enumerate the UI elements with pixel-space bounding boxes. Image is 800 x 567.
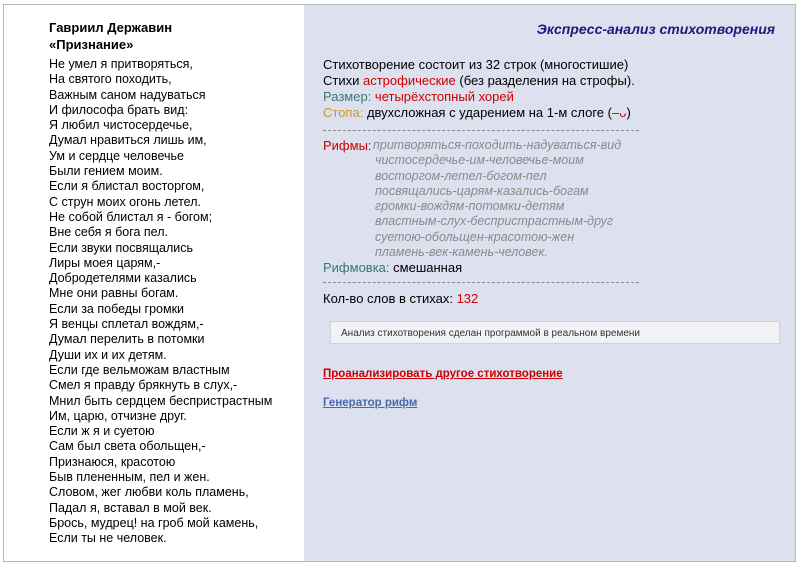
lines-count: Стихотворение состоит из 32 строк (многостишие) bbox=[323, 57, 629, 72]
foot-symbol-unstress: ᴗ bbox=[619, 105, 627, 120]
analysis-stats bbox=[323, 57, 635, 121]
poem-line: Мне они равны богам. bbox=[49, 286, 179, 301]
poem-line: Если ты не человек. bbox=[49, 531, 167, 546]
poem-line: С струн моих огонь летел. bbox=[49, 194, 201, 209]
poem-line: Словом, жег любви коль пламень, bbox=[49, 485, 249, 500]
poem-line: Лиры моея царям,- bbox=[49, 255, 161, 270]
poem-line: Думал нравиться лишь им, bbox=[49, 133, 207, 148]
foot-symbol-stress: – bbox=[612, 105, 620, 120]
verse-type-row bbox=[323, 73, 635, 89]
poem-line: Брось, мудрец! на гроб мой камень, bbox=[49, 515, 259, 530]
rhyme-group: притворяться-походить-надуваться-вид bbox=[373, 138, 622, 152]
rhyme-group: пламень-век-камень-человек. bbox=[375, 245, 548, 260]
poem-line: Если я блистал восторгом, bbox=[49, 179, 205, 194]
poem-panel bbox=[4, 5, 304, 561]
poem-line: Смел я правду брякнуть в слух,- bbox=[49, 378, 238, 393]
word-count-row bbox=[323, 291, 478, 306]
foot-symbol bbox=[608, 105, 631, 120]
poem-line: Были гением моим. bbox=[49, 164, 163, 179]
rhyme-group: властным-слух-беспристрастным-друг bbox=[375, 214, 614, 229]
rhyme-group: посвящались-царям-казались-богам bbox=[375, 183, 589, 198]
poem-line: Важным саном надуваться bbox=[49, 87, 206, 102]
rhyme-group: восторгом-летел-богом-пел bbox=[375, 168, 547, 183]
poem-title: «Признание» bbox=[49, 37, 134, 52]
poem-line: Не умел я притворяться, bbox=[49, 57, 193, 71]
meter-row bbox=[323, 89, 635, 105]
divider-top bbox=[323, 130, 639, 131]
poem-line: Сам был света обольщен,- bbox=[49, 439, 206, 454]
foot-label: Стопа: bbox=[323, 105, 364, 120]
page-frame bbox=[3, 4, 796, 562]
poem-line: Мнил быть сердцем беспристрастным bbox=[49, 393, 273, 408]
rhyme-scheme-label: Рифмовка: bbox=[323, 260, 390, 275]
poem-line: Если ж я и суетою bbox=[49, 424, 155, 439]
poem-line: Если звуки посвящались bbox=[49, 240, 193, 255]
poem-line: Думал перелить в потомки bbox=[49, 332, 205, 347]
word-count-label: Кол-во слов в стихах: bbox=[323, 291, 453, 306]
rhyme-group: громки-вождям-потомки-детям bbox=[375, 199, 565, 214]
rhyme-group: суетою-обольщен-красотою-жен bbox=[375, 229, 575, 244]
poem-line: Я венцы сплетал вождям,- bbox=[49, 317, 204, 332]
poem-line: Добродетелями казались bbox=[49, 271, 197, 286]
foot-symbol-open: ( bbox=[607, 105, 612, 120]
rhyme-group: чистосердечье-им-человечье-моим bbox=[375, 153, 584, 168]
foot-symbol-close: ) bbox=[626, 105, 631, 120]
poem-line: Если где вельможам властным bbox=[49, 362, 230, 377]
poem-line: Им, царю, отчизне друг. bbox=[49, 408, 187, 423]
divider-bottom bbox=[323, 282, 639, 283]
poem-line: Души их и их детям. bbox=[49, 347, 167, 362]
rhyme-scheme-value: смешанная bbox=[393, 260, 463, 275]
poem-line: Если за победы громки bbox=[49, 301, 185, 316]
verse-prefix: Стихи bbox=[323, 73, 360, 88]
analyze-another-link[interactable]: Проанализировать другое стихотворение bbox=[323, 368, 563, 380]
poem-line: И философа брать вид: bbox=[49, 102, 189, 117]
poem-line: Ум и сердце человечье bbox=[49, 148, 184, 163]
poem-line: Не собой блистал я - богом; bbox=[49, 209, 213, 224]
meter-value: четырёхстопный хорей bbox=[374, 89, 514, 104]
rhymes-label: Рифмы: bbox=[323, 138, 372, 153]
meter-label: Размер: bbox=[323, 89, 372, 104]
rhyme-scheme-row bbox=[323, 260, 462, 275]
realtime-note: Анализ стихотворения сделан программой в реальном времени bbox=[330, 321, 780, 344]
poem-line: Падал я, вставал в мой век. bbox=[49, 500, 212, 515]
poem-line: Быв плененным, пел и жен. bbox=[49, 470, 210, 485]
rhymes-list bbox=[373, 138, 621, 260]
foot-value: двухсложная с ударением на 1-м слоге bbox=[366, 105, 605, 120]
poem-line: Я любил чистосердечье, bbox=[49, 118, 193, 133]
word-count-value: 132 bbox=[456, 291, 479, 306]
analysis-title: Экспресс-анализ стихотворения bbox=[536, 21, 775, 37]
analysis-panel bbox=[304, 5, 795, 561]
foot-row bbox=[323, 105, 635, 121]
poem-line: Признаюся, красотою bbox=[49, 454, 176, 469]
poem-line: На святого походить, bbox=[49, 72, 172, 87]
poem-lines bbox=[49, 57, 272, 547]
rhyme-generator-link[interactable]: Генератор рифм bbox=[323, 397, 418, 409]
poem-author: Гавриил Державин bbox=[49, 20, 173, 35]
verse-suffix: (без разделения на строфы). bbox=[459, 73, 635, 88]
verse-type: астрофические bbox=[363, 73, 456, 88]
poem-line: Вне себя я бога пел. bbox=[49, 225, 168, 240]
